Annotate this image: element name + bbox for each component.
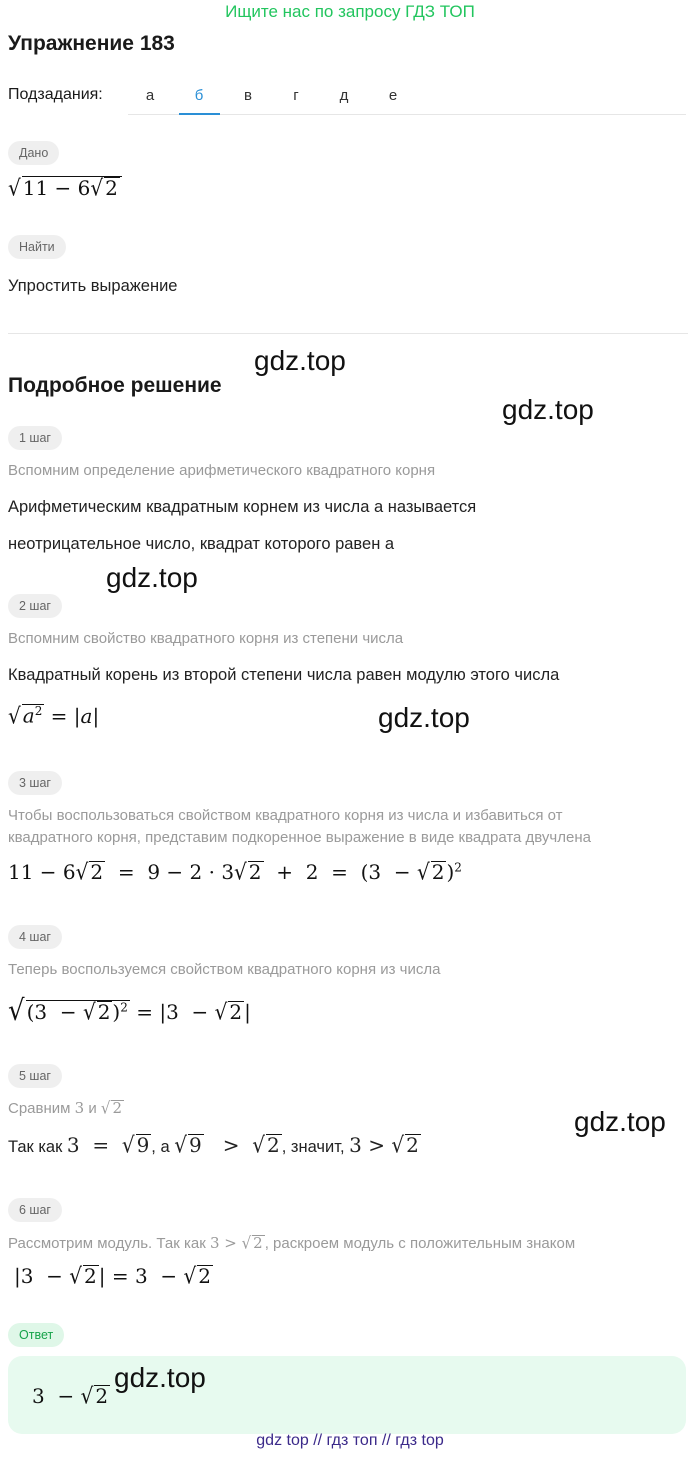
subtask-tabs xyxy=(128,78,686,115)
watermark: gdz.top xyxy=(254,345,346,376)
step-5-hint: Сравним 3 и √ 2 xyxy=(8,1098,123,1118)
step-4-formula: √ (3 − √ 2 )$^2$ = |3 − √ 2 | xyxy=(8,994,251,1028)
tab-d[interactable]: д xyxy=(339,87,349,104)
answer-pill: Ответ xyxy=(8,1323,64,1347)
step-3-pill: 3 шаг xyxy=(8,771,62,795)
watermark: gdz.top xyxy=(574,1106,666,1137)
step-5-line-prefix: Так как xyxy=(8,1138,63,1156)
active-tab-indicator xyxy=(179,113,220,115)
step-2-pill: 2 шаг xyxy=(8,594,62,618)
step-1-line2: неотрицательное число, квадрат которого равен a xyxy=(8,535,395,553)
step-1-hint: Вспомним определение арифметического квадратного корня xyxy=(8,462,436,479)
tab-a[interactable]: а xyxy=(145,87,155,104)
answer-value: 3 − √ 2 xyxy=(32,1382,109,1410)
step-3-hint-2: квадратного корня, представим подкоренное выражение в виде квадрата двучлена xyxy=(8,829,591,846)
search-banner: Ищите нас по запросу ГДЗ ТОП xyxy=(225,2,475,21)
watermark: gdz.top xyxy=(378,702,470,733)
step-6-pill: 6 шаг xyxy=(8,1198,62,1222)
step-6-hint: Рассмотрим модуль. Так как 3 > √ 2 , раскроем модуль с положительным знаком xyxy=(8,1233,576,1253)
watermark: gdz.top xyxy=(106,562,198,593)
step-5-hint-prefix: Сравним xyxy=(8,1100,71,1117)
given-pill: Дано xyxy=(8,141,59,165)
watermark: gdz.top xyxy=(502,394,594,425)
step-4-pill: 4 шаг xyxy=(8,925,62,949)
subtasks-label: Подзадания: xyxy=(8,86,103,103)
step-1-pill: 1 шаг xyxy=(8,426,62,450)
given-expression: √ 11 − 6√ 2 xyxy=(8,176,122,200)
solution-heading: Подробное решение xyxy=(8,374,222,397)
watermark: gdz.top xyxy=(114,1362,206,1393)
footer-links[interactable]: gdz top // гдз топ // гдз top xyxy=(256,1432,444,1449)
step-4-hint: Теперь воспользуемся свойством квадратного корня из числа xyxy=(8,961,441,978)
step-1-line1: Арифметическим квадратным корнем из числа a называется xyxy=(8,498,477,516)
step-5-line-mid1: , а xyxy=(151,1138,170,1156)
step-6-formula: |3 − √ 2 | = 3 − √ 2 xyxy=(14,1262,212,1290)
step-6-hint-suffix: , раскроем модуль с положительным знаком xyxy=(264,1235,576,1252)
find-pill: Найти xyxy=(8,235,66,259)
step-5-line-mid2: , значит, xyxy=(281,1138,345,1156)
find-text: Упростить выражение xyxy=(8,277,178,295)
step-2-formula: √ $a^2 = |a|$ xyxy=(8,702,100,730)
step-3-hint-1: Чтобы воспользоваться свойством квадратного корня из числа и избавиться от xyxy=(8,807,563,824)
step-5-hint-and: и xyxy=(88,1100,97,1117)
step-5-hint-number: 3 xyxy=(74,1099,85,1117)
tab-e[interactable]: е xyxy=(388,87,398,104)
tab-g[interactable]: г xyxy=(293,87,299,104)
step-2-line1: Квадратный корень из второй степени числа равен модулю этого числа xyxy=(8,666,560,684)
step-5-line: Так как 3 = √ 9 , а √ 9 > √ 2 , значит, 3 > √ 2 xyxy=(8,1131,419,1159)
step-5-pill: 5 шаг xyxy=(8,1064,62,1088)
page-title: Упражнение 183 xyxy=(8,32,175,55)
section-divider xyxy=(8,333,688,334)
tab-b[interactable]: б xyxy=(194,87,204,104)
step-3-formula: 11 − 6√ 2 = 9 − 2 · 3√ 2 + 2 = (3 − √ 2 )$^2$ xyxy=(8,858,462,886)
step-6-hint-prefix: Рассмотрим модуль. Так как xyxy=(8,1235,206,1252)
step-2-hint: Вспомним свойство квадратного корня из степени числа xyxy=(8,630,404,647)
tab-v[interactable]: в xyxy=(244,87,252,104)
